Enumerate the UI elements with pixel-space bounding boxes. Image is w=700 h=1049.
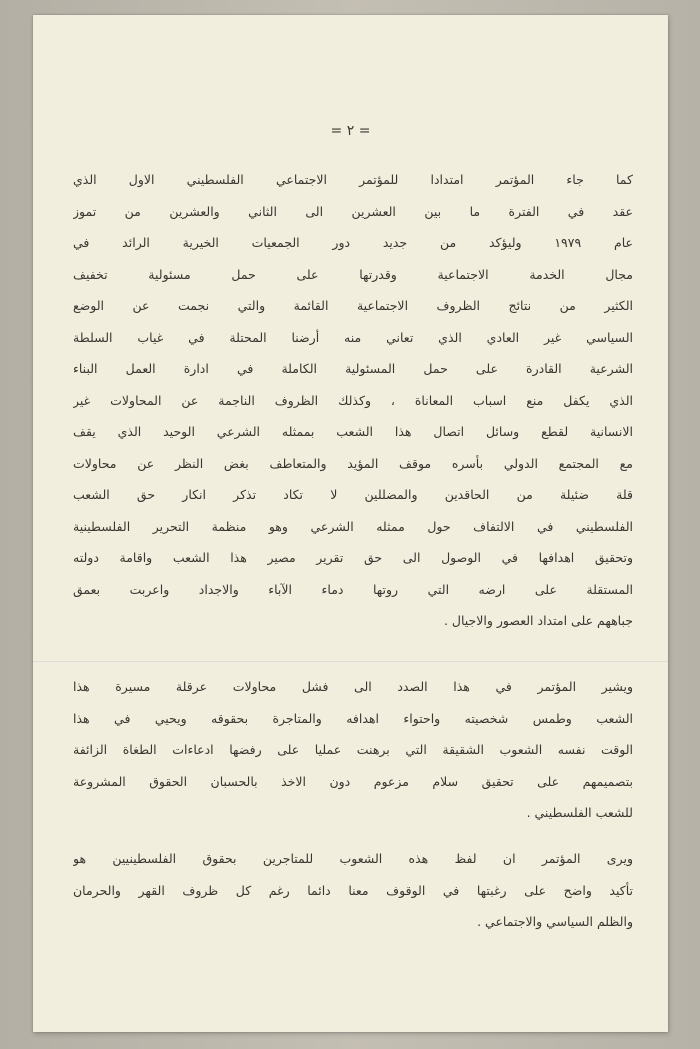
paragraph-line: مجال الخدمة الاجتماعية وقدرتها على حمل مسئولية تخفيف xyxy=(73,266,633,282)
paragraph-line: السياسي غير العادي الذي تعاني منه أرضنا المحتلة في غياب السلطة xyxy=(73,329,633,345)
paragraph-line: الشرعية القادرة على حمل المسئولية الكاملة في ادارة العمل البناء xyxy=(73,361,633,376)
paragraph-line: جباههم على امتداد العصور والاجيال . xyxy=(443,613,633,628)
paragraph-line: بتصميمهم على تحقيق سلام مزعوم دون الاخذ بالحسبان الحقوق المشروعة xyxy=(73,773,633,789)
paragraph-line: كما جاء المؤتمر امتدادا للمؤتمر الاجتماعي الفلسطيني الاول الذي xyxy=(73,172,633,187)
paragraph-3 xyxy=(73,843,633,938)
paragraph-2 xyxy=(73,671,633,829)
paragraph-line: المستقلة على ارضه التي روتها دماء الآباء والاجداد واعربت بعمق xyxy=(73,581,633,597)
paragraph-line: الفلسطيني في الالتفاف حول ممثله الشرعي وهو منظمة التحرير الفلسطينية xyxy=(73,518,633,534)
paper-fold-line xyxy=(33,661,668,663)
paragraph-line: للشعب الفلسطيني . xyxy=(526,805,633,820)
paragraph-line: الانسانية لقطع وسائل اتصال هذا الشعب بممثله الشرعي الوحيد الذي يقف xyxy=(73,424,633,439)
paragraph-line: الكثير من نتائج الظروف الاجتماعية القائمة والتي نجمت عن الوضع xyxy=(73,298,633,313)
paragraph-line: ويشير المؤتمر في هذا الصدد الى فشل محاولات عرقلة مسيرة هذا xyxy=(73,679,633,694)
paragraph-line: قلة ضئيلة من الحاقدين والمضللين لا تكاد تذكر انكار حق الشعب xyxy=(73,487,633,502)
paragraph-line: الشعب وطمس شخصيته واحتواء اهدافه والمتاجرة بحقوقه ويحيي في هذا xyxy=(73,710,633,726)
paragraph-line: وتحقيق اهدافها في الوصول الى حق تقرير مصير هذا الشعب واقامة دولته xyxy=(73,550,633,565)
paragraph-line: عقد في الفترة ما بين العشرين الى الثاني والعشرين من تموز xyxy=(73,203,633,219)
paragraph-line: تأكيد واضح على رغبتها في الوقوف معنا دائما رغم كل ظروف القهر والحرمان xyxy=(73,882,633,898)
paragraph-line: الذي يكفل منع اسباب المعاناة ، وكذلك الظروف الناجمة عن المحاولات غير xyxy=(73,392,633,408)
paragraph-line: عام ١٩٧٩ وليؤكد من جديد دور الجمعيات الخيرية الرائد في xyxy=(73,235,633,250)
paragraph-line: والظلم السياسي والاجتماعي . xyxy=(477,914,633,929)
paragraph-1 xyxy=(73,164,633,637)
document-page xyxy=(33,15,668,1032)
paragraph-line: الوقت نفسه الشعوب الشقيقة التي برهنت عمليا على رفضها ادعاءات الطغاة الزائفة xyxy=(73,742,633,757)
page-number: = ٢ = xyxy=(330,123,371,139)
paragraph-line: مع المجتمع الدولي بأسره موقف المؤيد والمتعاطف بغض النظر عن محاولات xyxy=(73,455,633,471)
paragraph-line: ويرى المؤتمر ان لفظ هذه الشعوب للمتاجرين بحقوق الفلسطينيين هو xyxy=(73,851,633,866)
